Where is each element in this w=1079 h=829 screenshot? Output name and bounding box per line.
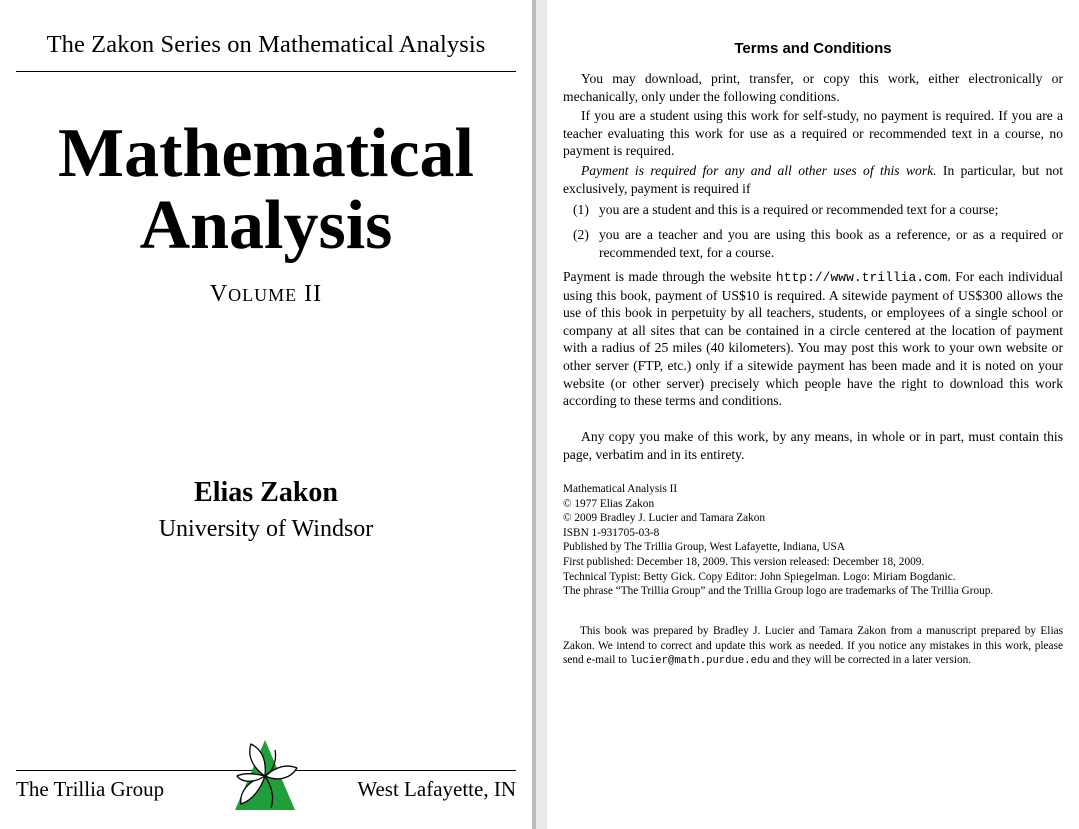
book-title <box>16 115 516 264</box>
copyright-page <box>547 0 1079 829</box>
terms-paragraph <box>563 70 1063 105</box>
payment-paragraph <box>563 268 1063 410</box>
terms-text: . For each individual using this book, payment of US$10 is required. A sitewide payment of US$300 allows the use of this book in perpetuity by all teachers, students, or employees of a single school or company at all sites that can be contained in a circle centered at the location of payment with a radius of 25 miles (40 kilometers). You may post this work to your own website or other server (FTP, etc.) only if a sitewide payment has been made and it is noted on your website (or other server) precisely which people have the right to download this work according to these terms and conditions. <box>563 269 1063 409</box>
trillium-logo-icon <box>231 738 299 812</box>
publisher-name: The Trillia Group <box>16 777 165 801</box>
terms-text: You may download, print, transfer, or copy this work, either electronically or mechanically, only under the following conditions. <box>563 71 1063 104</box>
terms-emphasis: Payment is required for any and all other uses of this work. <box>581 163 937 178</box>
condition-item <box>573 226 1063 261</box>
email-link[interactable]: lucier@math.purdue.edu <box>629 655 770 668</box>
condition-text: you are a teacher and you are using this book as a reference, or as a required or recommended text, for a course. <box>599 227 1063 260</box>
terms-paragraph <box>563 162 1063 197</box>
imprint-line: First published: December 18, 2009. This version released: December 18, 2009. <box>563 555 925 568</box>
volume-label <box>16 281 516 308</box>
terms-text: Payment is made through the website <box>563 269 776 284</box>
copy-paragraph <box>563 428 1063 463</box>
terms-paragraph <box>563 107 1063 160</box>
preparation-note <box>563 624 1063 669</box>
terms-text: In particular, but not exclusively, payment is required if <box>563 163 1064 196</box>
volume-initial: V <box>209 281 229 307</box>
terms-text: Any copy you make of this work, by any means, in whole or in part, must contain this page, verbatim and in its entirety. <box>563 429 1063 462</box>
page-gutter <box>536 0 547 829</box>
book-title-line-2: Analysis <box>139 187 393 264</box>
book-title-line-1: Mathematical <box>58 115 474 192</box>
series-title: The Zakon Series on Mathematical Analysis <box>46 31 486 58</box>
condition-number: (2) <box>573 227 589 242</box>
author-affiliation: University of Windsor <box>158 516 374 542</box>
imprint-line: Published by The Trillia Group, West Lafayette, Indiana, USA <box>563 541 846 554</box>
condition-item <box>573 201 1063 219</box>
imprint-line: © 2009 Bradley J. Lucier and Tamara Zakon <box>563 512 766 525</box>
top-rule <box>16 71 516 72</box>
author-name: Elias Zakon <box>194 477 338 508</box>
terms-text: If you are a student using this work for self-study, no payment is required. If you are a teacher evaluating this work for use as a required or recommended text in a course, no payment is required. <box>563 108 1063 159</box>
condition-text: you are a student and this is a required or recommended text for a course; <box>599 202 999 217</box>
volume-number: II <box>304 281 323 307</box>
imprint-line: ISBN 1-931705-03-8 <box>563 526 660 539</box>
note-text: and they will be corrected in a later version. <box>769 654 972 667</box>
condition-number: (1) <box>573 202 589 217</box>
imprint-line: Mathematical Analysis II <box>563 483 678 495</box>
imprint-line: © 1977 Elias Zakon <box>563 497 655 510</box>
imprint-block <box>563 482 1063 599</box>
terms-heading: Terms and Conditions <box>734 40 892 57</box>
website-link[interactable]: http://www.trillia.com <box>775 270 948 285</box>
note-text: This book was prepared by Bradley J. Lucier and Tamara Zakon from a manuscript prepared by Elias Zakon. We intend to correct and update this work as needed. If you notice any mistakes in this work, please send e-mail to <box>563 625 1063 667</box>
trademark-notice: The phrase “The Trillia Group” and the Trillia Group logo are trademarks of The Trillia Group. <box>563 585 994 598</box>
title-page <box>0 0 532 829</box>
imprint-line: Technical Typist: Betty Gick. Copy Editor: John Spiegelman. Logo: Miriam Bogdanic. <box>563 570 956 583</box>
volume-word-rest: OLUME <box>228 285 298 305</box>
publisher-location: West Lafayette, IN <box>357 777 516 801</box>
